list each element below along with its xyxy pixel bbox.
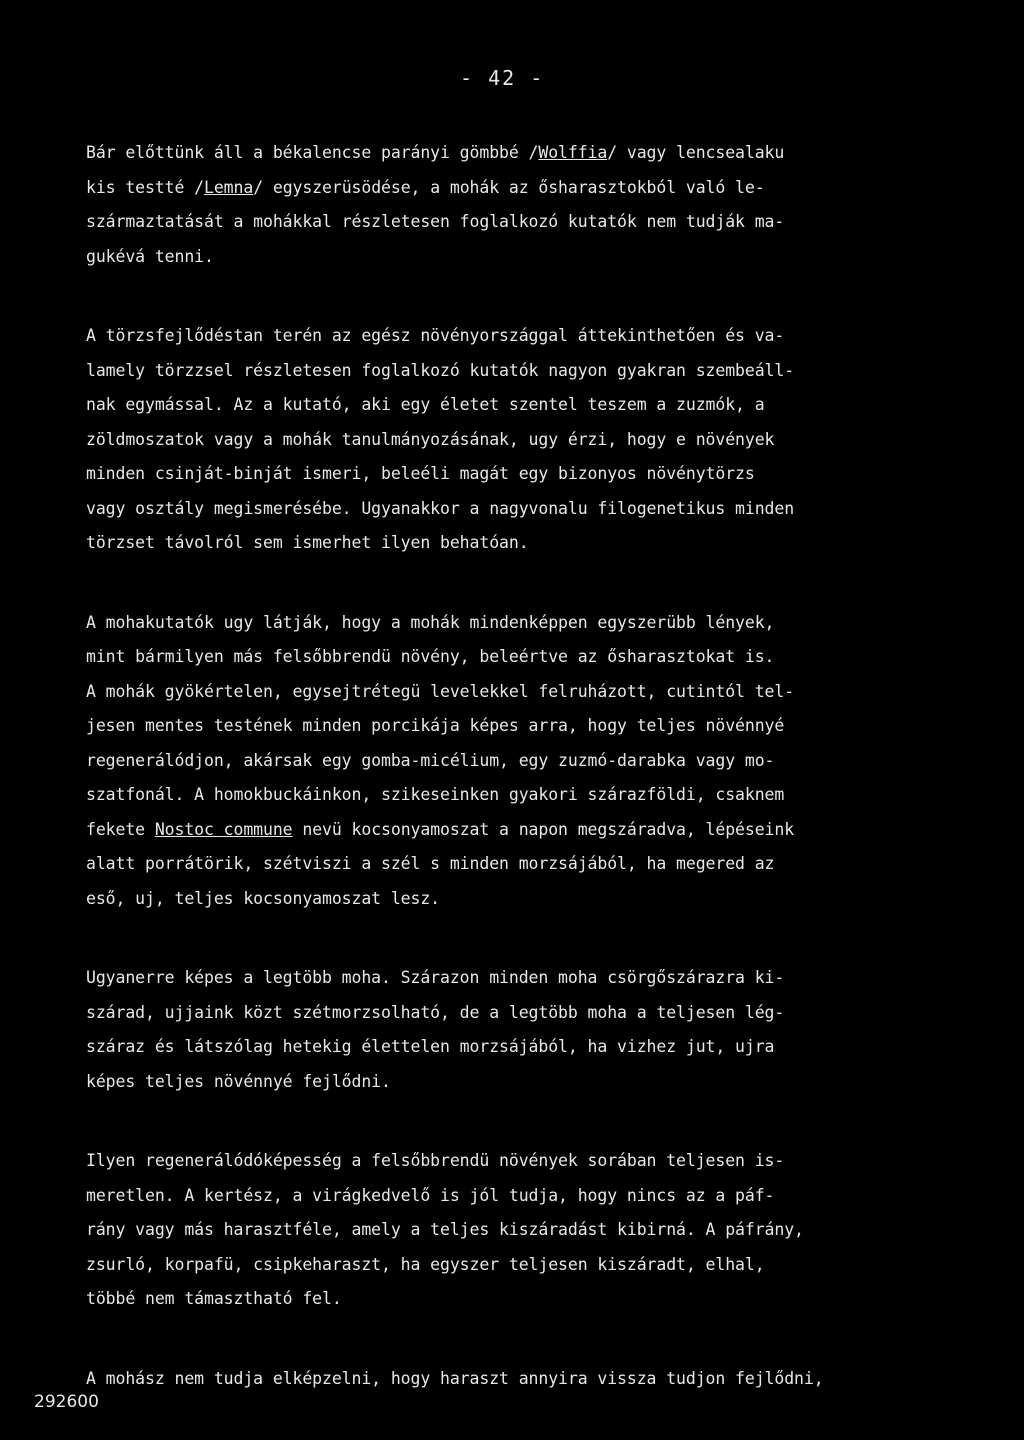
text-line — [86, 744, 946, 779]
text-run: Bár előttünk áll a békalencse parányi gömbbé / — [86, 143, 539, 162]
text-run: nak egymással. Az a kutató, aki egy életet szentel teszem a zuzmók, a — [86, 395, 765, 414]
text-line — [86, 1362, 946, 1397]
text-line — [86, 240, 946, 275]
text-run: / vagy lencsealaku — [607, 143, 785, 162]
paragraph — [86, 1362, 946, 1397]
text-line — [86, 709, 946, 744]
text-run: zöldmoszatok vagy a mohák tanulmányozásának, ugy érzi, hogy e növények — [86, 429, 775, 449]
text-run: A mohász nem tudja elképzelni, hogy haraszt annyira vissza tudjon fejlődni, — [86, 1368, 824, 1388]
text-run: meretlen. A kertész, a virágkedvelő is jól tudja, hogy nincs az a páf- — [86, 1185, 775, 1205]
text-line — [86, 778, 946, 813]
text-line — [86, 354, 946, 389]
text-run: regenerálódjon, akársak egy gomba-micélium, egy zuzmó-darabka vagy mo- — [86, 750, 775, 770]
text-line — [86, 606, 946, 641]
text-line — [86, 1030, 946, 1065]
text-run: törzset távolról sem ismerhet ilyen behatóan. — [86, 533, 529, 552]
text-line — [86, 457, 946, 492]
text-line — [86, 423, 946, 458]
text-run: eső, uj, teljes kocsonyamoszat lesz. — [86, 888, 441, 908]
text-run: A mohakutatók ugy látják, hogy a mohák mindenképpen egyszerübb lények, — [86, 612, 775, 632]
text-run: A mohák gyökértelen, egysejtrétegü levelekkel felruházott, cutintól tel- — [86, 681, 795, 701]
text-line — [86, 1179, 946, 1214]
body-text — [86, 136, 946, 1396]
text-line — [86, 1144, 946, 1179]
page-number: - 42 - — [460, 66, 545, 90]
text-line — [86, 526, 946, 561]
text-run: szárad, ujjaink közt szétmorzsolható, de a legtöbb moha a teljesen lég- — [86, 1002, 785, 1022]
text-run: Ilyen regenerálódóképesség a felsőbbrendü növények sorában teljesen is- — [86, 1151, 785, 1170]
archive-code: 292600 — [34, 1392, 99, 1412]
text-run: száraz és látszólag hetekig élettelen morzsájából, ha vizhez jut, ujra — [86, 1037, 775, 1056]
paragraph — [86, 1144, 946, 1317]
text-line — [86, 1065, 946, 1100]
text-run: fekete — [86, 819, 155, 839]
paragraph — [86, 136, 946, 274]
text-run: Ugyanerre képes a legtöbb moha. Szárazon minden moha csörgőszárazra ki- — [86, 968, 785, 987]
text-run: jesen mentes testének minden porcikája képes arra, hogy teljes növénnyé — [86, 716, 785, 735]
text-line — [86, 1213, 946, 1248]
text-line — [86, 319, 946, 354]
text-run: többé nem támasztható fel. — [86, 1289, 342, 1308]
text-run: A törzsfejlődéstan terén az egész növényországgal áttekinthetően és va- — [86, 326, 785, 345]
paragraph — [86, 606, 946, 917]
text-line — [86, 961, 946, 996]
text-run: származtatását a mohákkal részletesen foglalkozó kutatók nem tudják ma- — [86, 212, 785, 231]
text-line — [86, 388, 946, 423]
text-run: / egyszerüsödése, a mohák az ősharasztokból való le- — [253, 177, 765, 197]
text-run: rány vagy más harasztféle, amely a teljes kiszáradást kibirná. A páfrány, — [86, 1220, 804, 1239]
text-run: alatt porrátörik, szétviszi a szél s minden morzsájából, ha megered az — [86, 854, 775, 873]
text-run: gukévá tenni. — [86, 246, 214, 266]
text-run: vagy osztály megismerésébe. Ugyanakkor a nagyvonalu filogenetikus minden — [86, 498, 795, 518]
text-run: képes teljes növénnyé fejlődni. — [86, 1071, 391, 1091]
paragraph — [86, 961, 946, 1099]
text-line — [86, 847, 946, 882]
text-run: lamely törzzsel részletesen foglalkozó kutatók nagyon gyakran szembeáll- — [86, 360, 795, 380]
text-line — [86, 1248, 946, 1283]
text-run: zsurló, korpafü, csipkeharaszt, ha egyszer teljesen kiszáradt, elhal, — [86, 1254, 765, 1274]
underlined-taxon-name: Lemna — [204, 177, 254, 197]
text-run: szatfonál. A homokbuckáinkon, szikeseinken gyakori szárazföldi, csaknem — [86, 785, 785, 804]
paragraph — [86, 319, 946, 561]
underlined-taxon-name: Wolffia — [538, 143, 608, 162]
text-run: minden csinját-binját ismeri, beleéli magát egy bizonyos növénytörzs — [86, 464, 755, 483]
text-line — [86, 996, 946, 1031]
text-line — [86, 640, 946, 675]
text-run: mint bármilyen más felsőbbrendü növény, beleértve az ősharasztokat is. — [86, 647, 775, 666]
text-run: kis testté / — [86, 177, 205, 197]
text-line — [86, 492, 946, 527]
text-line — [86, 813, 946, 848]
text-line — [86, 1282, 946, 1317]
text-line — [86, 882, 946, 917]
underlined-taxon-name: Nostoc commune — [154, 819, 293, 839]
text-run: nevü kocsonyamoszat a napon megszáradva, lépéseink — [292, 819, 795, 839]
text-line — [86, 205, 946, 240]
text-line — [86, 171, 946, 206]
text-line — [86, 136, 946, 171]
text-line — [86, 675, 946, 710]
